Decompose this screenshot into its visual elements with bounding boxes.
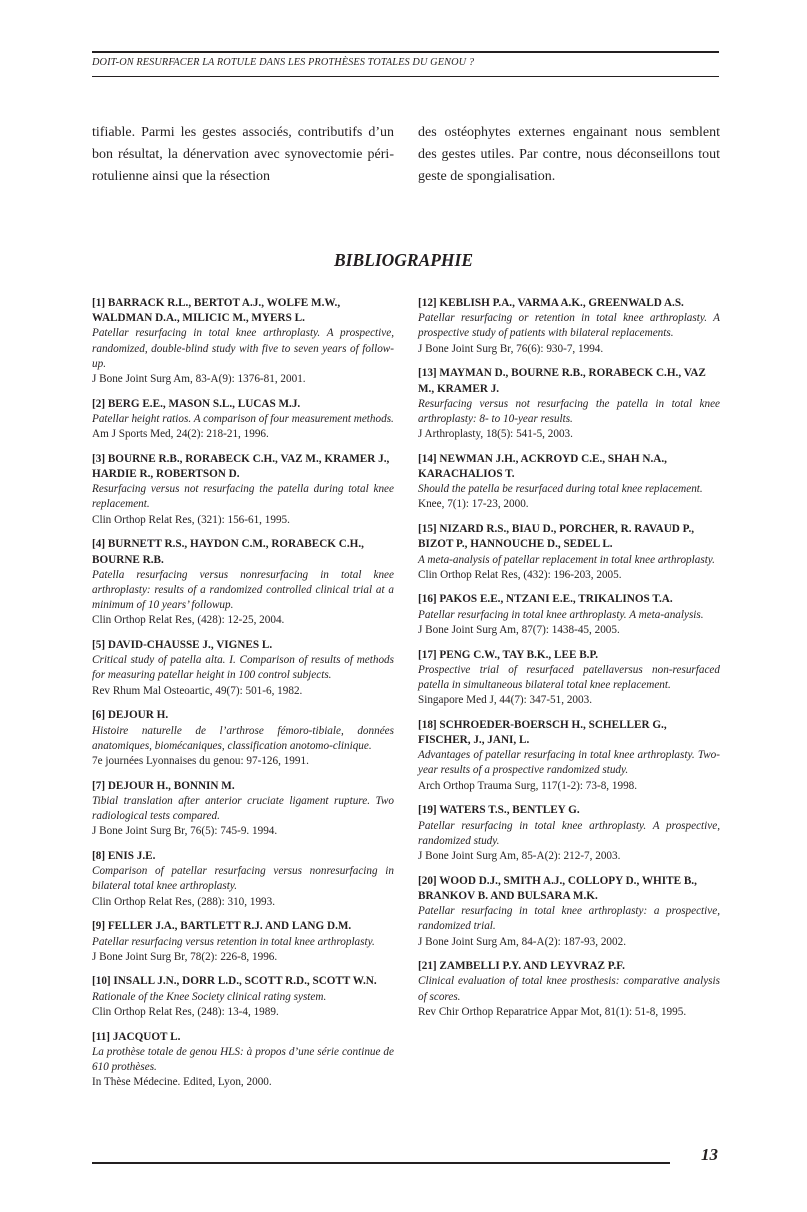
reference-authors: [17] PENG C.W., TAY B.K., LEE B.P.: [418, 648, 599, 661]
reference-entry: [92, 919, 394, 965]
reference-authors: [14] NEWMAN J.H., ACKROYD C.E., SHAH N.A., KARACHALIOS T.: [418, 452, 667, 481]
reference-authors: [9] FELLER J.A., BARTLETT R.J. AND LANG D.M.: [92, 920, 352, 933]
reference-title: Histoire naturelle de l’arthrose fémoro-tibiale, données anatomiques, biomécaniques, classification anotomo-clinique.: [92, 724, 394, 752]
header-rule-bottom: [92, 76, 719, 77]
header-rule-top: [92, 51, 719, 53]
reference-source: J Bone Joint Surg Am, 83-A(9): 1376-81, 2001.: [92, 373, 306, 386]
reference-source: Rev Rhum Mal Osteoartic, 49(7): 501-6, 1982.: [92, 684, 303, 697]
reference-entry: [418, 592, 720, 638]
reference-authors: [16] PAKOS E.E., NTZANI E.E., TRIKALINOS T.A.: [418, 593, 673, 606]
reference-authors: [1] BARRACK R.L., BERTOT A.J., WOLFE M.W., WALDMAN D.A., MILICIC M., MYERS L.: [92, 297, 341, 325]
reference-source: Knee, 7(1): 17-23, 2000.: [418, 498, 529, 511]
reference-source: J Bone Joint Surg Br, 76(6): 930-7, 1994.: [418, 342, 604, 355]
bibliography-column-left: [92, 296, 394, 1100]
reference-source: J Arthroplasty, 18(5): 541-5, 2003.: [418, 428, 573, 441]
reference-title: Patellar resurfacing or retention in total knee arthroplasty. A prospective study of patients with bilateral replacements.: [418, 312, 720, 340]
reference-authors: [12] KEBLISH P.A., VARMA A.K., GREENWALD A.S.: [418, 297, 684, 309]
reference-source: Clin Orthop Relat Res, (321): 156-61, 1995.: [92, 513, 290, 526]
reference-source: Clin Orthop Relat Res, (432): 196-203, 2005.: [418, 568, 622, 581]
reference-source: In Thèse Médecine. Edited, Lyon, 2000.: [92, 1076, 272, 1089]
reference-title: Rationale of the Knee Society clinical rating system.: [92, 990, 327, 1003]
reference-authors: [20] WOOD D.J., SMITH A.J., COLLOPY D., WHITE B., BRANKOV B. AND BULSARA M.K.: [418, 874, 697, 902]
reference-source: Clin Orthop Relat Res, (288): 310, 1993.: [92, 895, 276, 908]
reference-source: J Bone Joint Surg Am, 84-A(2): 187-93, 2002.: [418, 935, 627, 948]
reference-entry: [92, 849, 394, 910]
reference-entry: [418, 522, 720, 583]
reference-source: J Bone Joint Surg Br, 76(5): 745-9. 1994.: [92, 825, 278, 838]
reference-title: Tibial translation after anterior cruciate ligament rupture. Two radiological tests compared.: [92, 794, 394, 823]
reference-title: Patellar resurfacing in total knee arthroplasty. A meta-analysis.: [418, 608, 704, 621]
reference-title: Patellar resurfacing in total knee arthroplasty: a prospective, randomized trial.: [418, 905, 720, 933]
reference-source: Clin Orthop Relat Res, (428): 12-25, 2004.: [92, 614, 285, 627]
reference-source: J Bone Joint Surg Am, 85-A(2): 212-7, 2003.: [418, 850, 621, 862]
reference-authors: [8] ENIS J.E.: [92, 850, 156, 862]
reference-title: Patella resurfacing versus nonresurfacing in total knee arthroplasty: results of a randomized controlled clinical trial at a minimum of 10 years’ followup.: [92, 568, 394, 612]
reference-authors: [19] WATERS T.S., BENTLEY G.: [418, 804, 580, 817]
reference-source: J Bone Joint Surg Am, 87(7): 1438-45, 2005.: [418, 623, 620, 636]
reference-entry: [418, 874, 720, 950]
reference-source: Clin Orthop Relat Res, (248): 13-4, 1989.: [92, 1005, 279, 1018]
reference-authors: [21] ZAMBELLI P.Y. AND LEYVRAZ P.F.: [418, 960, 625, 973]
reference-title: La prothèse totale de genou HLS: à propos d’une série continue de 610 prothèses.: [92, 1045, 394, 1073]
reference-title: Resurfacing versus not resurfacing the patella during total knee replacement.: [92, 483, 394, 511]
intro-paragraph-left: tifiable. Parmi les gestes associés, contributifs d’un bon résultat, la dénervation avec synovectomie péri-rotulienne ainsi que la résection: [92, 125, 394, 184]
footer-rule: [92, 1162, 670, 1164]
reference-authors: [13] MAYMAN D., BOURNE R.B., RORABECK C.H., VAZ M., KRAMER J.: [418, 367, 706, 395]
reference-title: Patellar resurfacing versus retention in total knee arthroplasty.: [92, 935, 375, 948]
reference-title: A meta-analysis of patellar replacement in total knee arthroplasty.: [418, 553, 715, 566]
reference-authors: [2] BERG E.E., MASON S.L., LUCAS M.J.: [92, 397, 301, 410]
reference-title: Prospective trial of resurfaced patellaversus non-resurfaced patella in simultaneous bilateral total knee replacement.: [418, 663, 720, 691]
reference-entry: [418, 718, 720, 794]
reference-title: Critical study of patella alta. I. Comparison of results of methods for measuring patellar height in 100 control subjects.: [92, 654, 394, 682]
reference-entry: [92, 1030, 394, 1091]
reference-title: Patellar resurfacing in total knee arthroplasty. A prospective, randomized study.: [418, 819, 720, 847]
reference-title: Patellar height ratios. A comparison of four measurement methods.: [92, 412, 394, 425]
reference-title: Resurfacing versus not resurfacing the patella in total knee arthroplasty: 8- to 10-year results.: [418, 397, 720, 425]
reference-title: Comparison of patellar resurfacing versus nonresurfacing in bilateral total knee arthroplasty.: [92, 865, 394, 893]
reference-authors: [11] JACQUOT L.: [92, 1030, 181, 1043]
reference-entry: [418, 452, 720, 513]
reference-source: Arch Orthop Trauma Surg, 117(1-2): 73-8, 1998.: [418, 779, 638, 792]
reference-authors: [3] BOURNE R.B., RORABECK C.H., VAZ M., KRAMER J., HARDIE R., ROBERTSON D.: [92, 452, 390, 481]
reference-entry: [92, 296, 394, 387]
page-number: 13: [701, 1145, 718, 1164]
bibliography-column-right: [418, 296, 720, 1030]
reference-title: Clinical evaluation of total knee prosthesis: comparative analysis of scores.: [418, 975, 720, 1003]
reference-authors: [10] INSALL J.N., DORR L.D., SCOTT R.D., SCOTT W.N.: [92, 975, 377, 988]
reference-authors: [4] BURNETT R.S., HAYDON C.M., RORABECK C.H., BOURNE R.B.: [92, 538, 364, 566]
reference-entry: [92, 452, 394, 528]
reference-entry: [92, 638, 394, 699]
reference-entry: [418, 648, 720, 709]
running-head: DOIT-ON RESURFACER LA ROTULE DANS LES PROTHÈSES TOTALES DU GENOU ?: [92, 57, 475, 68]
reference-title: Advantages of patellar resurfacing in total knee arthroplasty. Two-year results of a prospective randomized study.: [418, 749, 720, 777]
reference-authors: [5] DAVID-CHAUSSE J., VIGNES L.: [92, 639, 273, 652]
section-title: BIBLIOGRAPHIE: [333, 250, 474, 270]
reference-source: 7e journées Lyonnaises du genou: 97-126, 1991.: [92, 754, 309, 767]
reference-entry: [92, 974, 394, 1020]
reference-title: Patellar resurfacing in total knee arthroplasty. A prospective, randomized, double-blind study with five to seven years of follow-up.: [92, 327, 394, 370]
reference-source: Singapore Med J, 44(7): 347-51, 2003.: [418, 694, 593, 707]
reference-source: Am J Sports Med, 24(2): 218-21, 1996.: [92, 428, 269, 441]
reference-authors: [6] DEJOUR H.: [92, 709, 169, 722]
reference-authors: [7] DEJOUR H., BONNIN M.: [92, 779, 235, 792]
reference-title: Should the patella be resurfaced during total knee replacement.: [418, 483, 703, 496]
reference-entry: [418, 959, 720, 1020]
reference-authors: [15] NIZARD R.S., BIAU D., PORCHER, R. RAVAUD P., BIZOT P., HANNOUCHE D., SEDEL L.: [418, 523, 695, 551]
reference-entry: [418, 296, 720, 357]
reference-entry: [418, 803, 720, 864]
reference-entry: [92, 397, 394, 443]
reference-authors: [18] SCHROEDER-BOERSCH H., SCHELLER G., FISCHER, J., JANI, L.: [418, 718, 667, 747]
intro-paragraph-right: des ostéophytes externes engainant nous semblent des gestes utiles. Par contre, nous déconseillons tout geste de spongialisation.: [418, 125, 720, 184]
reference-entry: [92, 779, 394, 840]
reference-entry: [92, 537, 394, 628]
reference-entry: [92, 708, 394, 769]
reference-source: Rev Chir Orthop Reparatrice Appar Mot, 81(1): 51-8, 1995.: [418, 1005, 687, 1018]
reference-source: J Bone Joint Surg Br, 78(2): 226-8, 1996.: [92, 950, 278, 963]
reference-entry: [418, 366, 720, 442]
